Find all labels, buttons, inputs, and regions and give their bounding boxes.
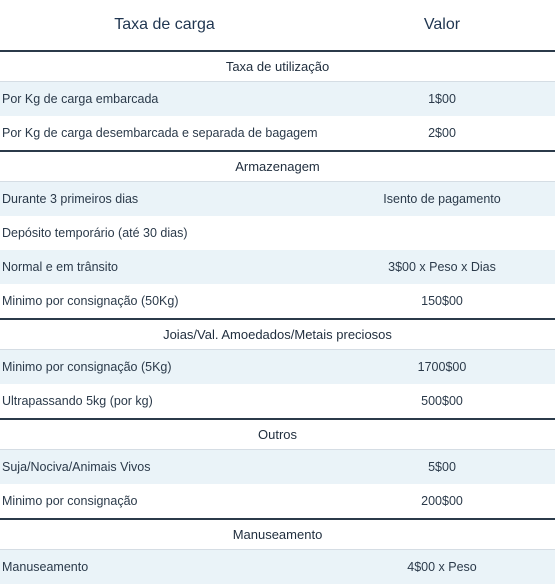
table-row xyxy=(0,182,555,216)
table-row xyxy=(0,216,555,250)
table-row xyxy=(0,284,555,318)
table-row xyxy=(0,116,555,150)
row-value: 200$00 xyxy=(421,494,463,508)
section-title: Joias/Val. Amoedados/Metais preciosos xyxy=(0,318,555,350)
row-label: Minimo por consignação (5Kg) xyxy=(2,360,172,374)
row-value: 500$00 xyxy=(421,394,463,408)
row-label: Minimo por consignação xyxy=(2,494,138,508)
header-col-fee: Taxa de carga xyxy=(114,16,215,33)
row-value: 150$00 xyxy=(421,294,463,308)
row-value: 1$00 xyxy=(428,92,456,106)
section-title: Taxa de utilização xyxy=(0,52,555,82)
section-title: Armazenagem xyxy=(0,150,555,182)
row-label: Por Kg de carga embarcada xyxy=(2,92,159,106)
section-title: Manuseamento xyxy=(0,518,555,550)
row-value: 4$00 x Peso xyxy=(407,560,477,574)
table-row xyxy=(0,484,555,518)
row-value: 5$00 xyxy=(428,460,456,474)
row-label: Normal e em trânsito xyxy=(2,260,119,274)
row-label: Depósito temporário (até 30 dias) xyxy=(2,226,188,240)
row-label: Ultrapassando 5kg (por kg) xyxy=(2,394,153,408)
row-label: Suja/Nociva/Animais Vivos xyxy=(2,460,151,474)
row-value: Isento de pagamento xyxy=(383,192,501,206)
table-row xyxy=(0,450,555,484)
header-col-value: Valor xyxy=(423,16,461,33)
table-row xyxy=(0,350,555,384)
row-label: Por Kg de carga desembarcada e separada de bagagem xyxy=(2,126,318,140)
row-value: 3$00 x Peso x Dias xyxy=(388,260,496,274)
table-header xyxy=(0,0,555,52)
table-row xyxy=(0,384,555,418)
section-title: Outros xyxy=(0,418,555,450)
row-value: 1700$00 xyxy=(417,360,467,374)
row-value: 2$00 xyxy=(428,126,456,140)
table-row xyxy=(0,250,555,284)
row-label: Minimo por consignação (50Kg) xyxy=(2,294,179,308)
table-row xyxy=(0,82,555,116)
table-row xyxy=(0,550,555,584)
row-label: Durante 3 primeiros dias xyxy=(2,192,139,206)
row-label: Manuseamento xyxy=(2,560,89,574)
